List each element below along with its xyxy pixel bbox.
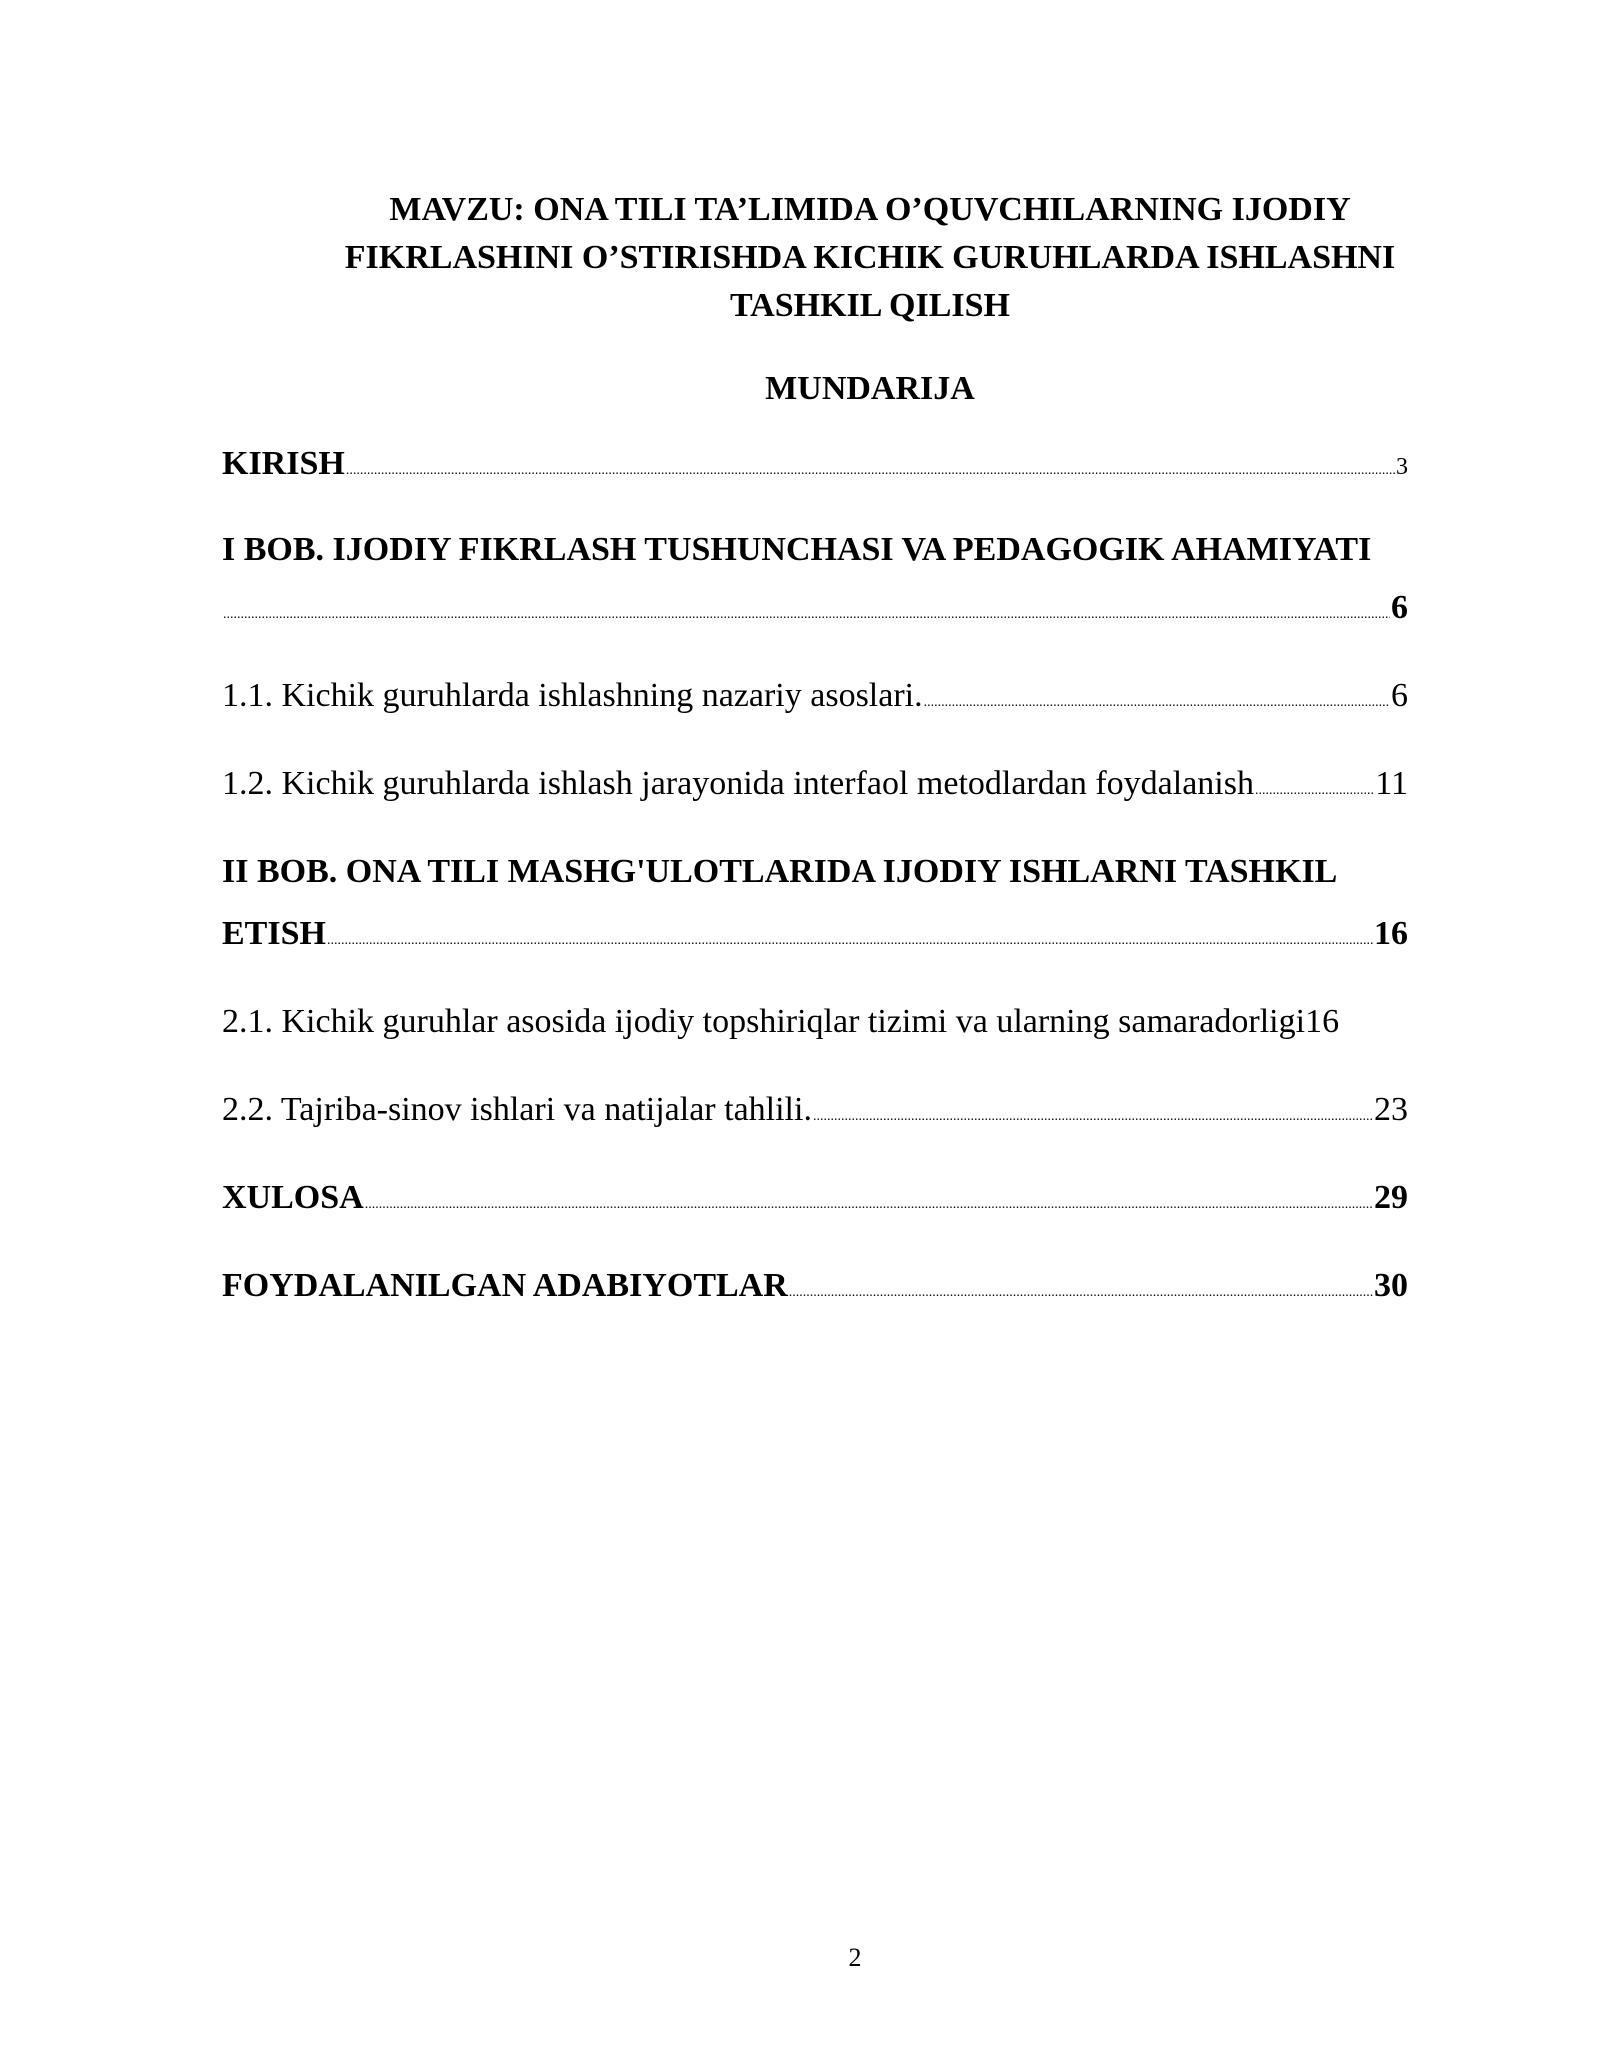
toc-entry-section-2-1[interactable] bbox=[222, 998, 1408, 1046]
title-line-1: MAVZU: ONA TILI TA’LIMIDA O’QUVCHILARNING IJODIY bbox=[389, 191, 1351, 228]
toc-entry-label: FOYDALANILGAN ADABIYOTLAR bbox=[222, 1267, 788, 1304]
toc-entry-page: 16 bbox=[1305, 1003, 1340, 1040]
title-line-2: FIKRLASHINI O’STIRISHDA KICHIK GURUHLARDA ISHLASHNI bbox=[344, 239, 1396, 276]
toc-entry-page: 16 bbox=[1374, 915, 1408, 952]
toc-entry-label: 1.2. Kichik guruhlarda ishlash jarayonida interfaol metodlardan foydalanish bbox=[222, 765, 1254, 802]
toc-entry-chapter-1[interactable] bbox=[222, 584, 1408, 632]
toc-leader-dots bbox=[1255, 784, 1374, 798]
toc-heading: MUNDARIJA bbox=[765, 370, 975, 407]
toc-entry-section-1-2[interactable] bbox=[222, 760, 1408, 808]
toc-chapter-1-title[interactable]: I BOB. IJODIY FIKRLASH TUSHUNCHASI VA PEDAGOGIK AHAMIYATI bbox=[222, 531, 1372, 568]
toc-entry-adabiyotlar[interactable] bbox=[222, 1262, 1408, 1310]
toc-entry-label: XULOSA bbox=[222, 1179, 364, 1216]
toc-entry-page: 6 bbox=[1391, 677, 1408, 714]
toc-entry-page: 29 bbox=[1374, 1179, 1408, 1216]
toc-entry-section-2-2[interactable] bbox=[222, 1086, 1408, 1134]
toc-chapter-2-title[interactable]: II BOB. ONA TILI MASHG'ULOTLARIDA IJODIY ISHLARNI TASHKIL bbox=[222, 853, 1338, 890]
toc-leader-dots bbox=[924, 696, 1390, 710]
toc-leader-dots bbox=[813, 1110, 1373, 1124]
toc-entry-section-1-1[interactable] bbox=[222, 672, 1408, 720]
toc-entry-xulosa[interactable] bbox=[222, 1174, 1408, 1222]
toc-leader-dots bbox=[346, 464, 1395, 478]
toc-leader-dots bbox=[789, 1286, 1373, 1300]
toc-entry-page: 23 bbox=[1374, 1091, 1408, 1128]
toc-entry-page: 11 bbox=[1375, 765, 1408, 802]
toc-leader-dots bbox=[223, 608, 1390, 622]
toc-entry-kirish[interactable] bbox=[222, 440, 1408, 491]
toc-entry-page: 30 bbox=[1374, 1267, 1408, 1304]
toc-entry-label: 1.1. Kichik guruhlarda ishlashning nazariy asoslari. bbox=[222, 677, 923, 714]
toc-entry-chapter-2[interactable] bbox=[222, 910, 1408, 958]
toc-entry-label: KIRISH bbox=[222, 445, 345, 482]
toc-leader-dots bbox=[327, 934, 1373, 948]
toc-leader-dots bbox=[365, 1198, 1373, 1212]
toc-entry-page: 3 bbox=[1396, 454, 1408, 480]
toc-entry-label: 2.2. Tajriba-sinov ishlari va natijalar tahlili. bbox=[222, 1091, 812, 1128]
document-title bbox=[220, 186, 1520, 330]
toc-entry-page: 6 bbox=[1391, 589, 1408, 626]
toc-entry-label: ETISH bbox=[222, 915, 326, 952]
title-line-3: TASHKIL QILISH bbox=[730, 287, 1010, 324]
toc-entry-label: 2.1. Kichik guruhlar asosida ijodiy topshiriqlar tizimi va ularning samaradorligi bbox=[222, 1003, 1306, 1040]
page-number: 2 bbox=[848, 1943, 862, 1972]
